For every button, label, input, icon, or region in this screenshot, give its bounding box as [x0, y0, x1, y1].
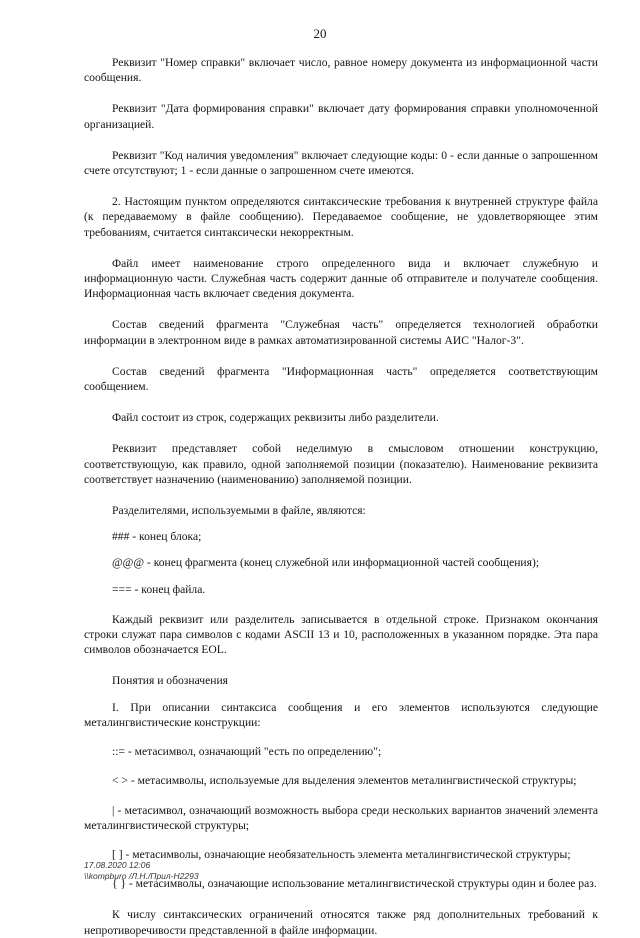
separator-end-file: === - конец файла.: [112, 582, 206, 596]
paragraph-file-name: Файл имеет наименование строго определенного вида и включает служебную и информационную части. Служебная часть содержит данные об отправителе и получателе сообщения. Информационная часть включает сведения документа.: [84, 256, 598, 301]
meta-square-brackets: [ ] - метасимволы, означающие необязательность элемента металингвистической структуры;: [112, 847, 571, 861]
section-heading-concepts: Понятия и обозначения: [112, 674, 228, 688]
paragraph-metalinguistic: I. При описании синтаксиса сообщения и его элементов используются следующие металингвистические конструкции:: [84, 700, 598, 729]
paragraph-eol: Каждый реквизит или разделитель записывается в отдельной строке. Признаком окончания строки служат пара символов с кодами ASCII 13 и 10, расположенных в указанном порядке. Эта пара символов обозначается EOL.: [84, 612, 598, 657]
meta-angle-brackets: < > - метасимволы, используемые для выделения элементов металингвистической структуры;: [112, 774, 577, 788]
paragraph-constraints: К числу синтаксических ограничений относятся также ряд дополнительных требований к непротиворечивости представленной в файле информации.: [84, 908, 598, 937]
paragraph-number-spravki: Реквизит "Номер справки" включает число, равное номеру документа из информационной части сообщения.: [84, 56, 598, 85]
document-body: [84, 55, 598, 938]
paragraph-kod-nalichiya: Реквизит "Код наличия уведомления" включает следующие коды: 0 - если данные о запрошенном счете отсутствуют; 1 - если данные о запрошенном счете имеются.: [84, 148, 598, 178]
footer-stamp: [84, 860, 199, 882]
paragraph-service-part: Состав сведений фрагмента "Служебная часть" определяется технологией обработки информации в электронном виде в рамках автоматизированной системы АИС "Налог-3".: [84, 318, 598, 347]
paragraph-info-part: Состав сведений фрагмента "Информационная часть" определяется соответствующим сообщением.: [84, 364, 598, 394]
paragraph-data-formirovaniya: Реквизит "Дата формирования справки" включает дату формирования справки уполномоченной организацией.: [84, 102, 598, 131]
paragraph-file-lines: Файл состоит из строк, содержащих реквизиты либо разделители.: [112, 411, 439, 425]
paragraph-requisite: Реквизит представляет собой неделимую в смысловом отношении конструкцию, соответствующую, как правило, одной заполняемой позиции (показателю). Наименование реквизита соответствует назначению (наименованию) заполняемой позиции.: [84, 442, 598, 486]
meta-pipe: | - метасимвол, означающий возможность выбора среди нескольких вариантов значений элемента металингвистической структуры;: [84, 803, 598, 832]
page-number: 20: [313, 26, 327, 41]
meta-definition: ::= - метасимвол, означающий "есть по определению";: [112, 745, 382, 759]
meta-curly-brackets: { } - метасимволы, означающие использование металингвистической структуры один и более раз.: [112, 877, 597, 891]
separator-end-fragment: @@@ - конец фрагмента (конец служебной или информационной частей сообщения);: [112, 556, 540, 570]
footer-date: 17.08.2020 12:06: [84, 860, 151, 870]
paragraph-item-2: 2. Настоящим пунктом определяются синтаксические требования к внутренней структуре файла (к передаваемому в файле сообщению). Передаваемое сообщение, не удовлетворяющее этим требованиям, считается синтаксически некорректным.: [84, 195, 598, 239]
paragraph-separators: Разделителями, используемыми в файле, являются:: [112, 504, 366, 518]
footer-path: \\kompburo /Л.Н./Прил-Н2293: [84, 871, 199, 881]
separator-end-block: ### - конец блока;: [112, 530, 202, 544]
